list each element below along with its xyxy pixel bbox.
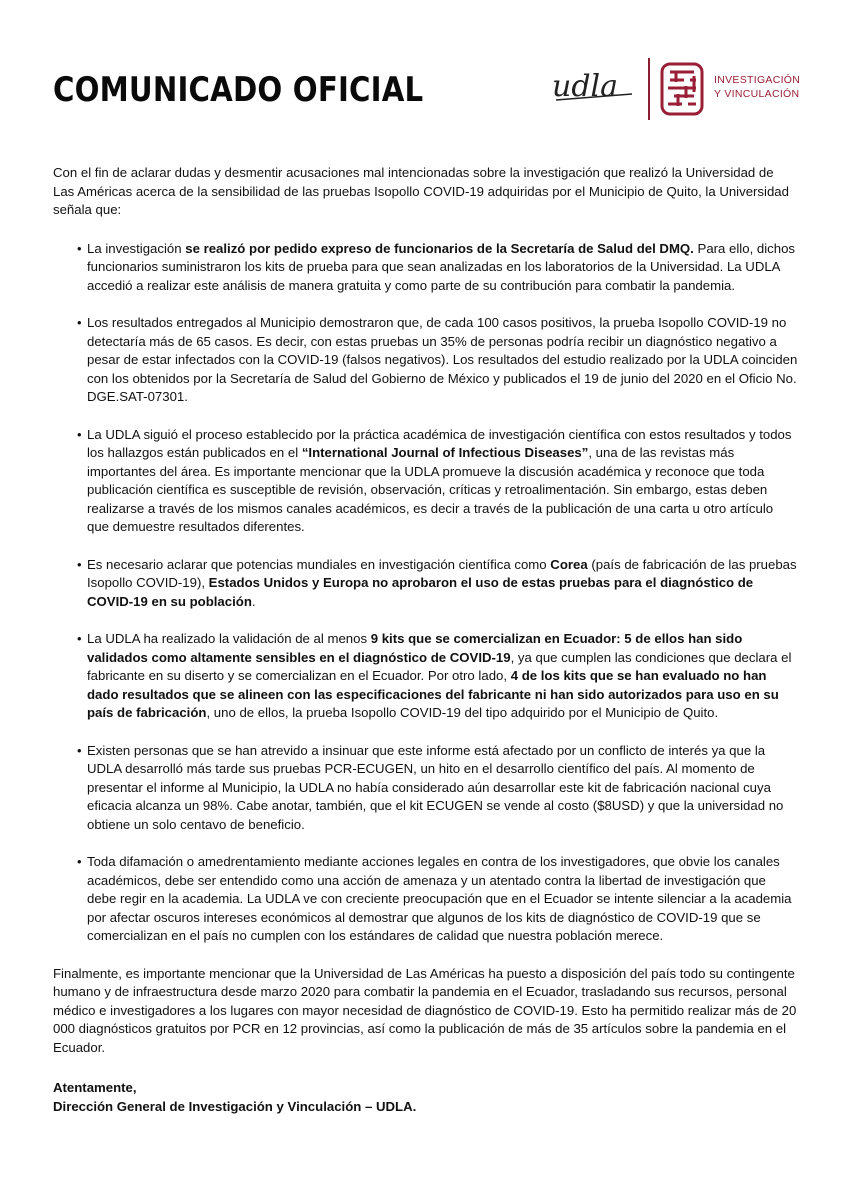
statement-body [53, 164, 798, 1116]
bullet-item: • La UDLA ha realizado la validación de al menos 9 kits que se comercializan en Ecuador: 5 de ellos han sido validados como altamente sensibles en el diagnóstico de COVID-19, ya que cumplen las condiciones que declara el fabricante en su diserto y se comercializan en el Ecuador. Por otro lado, 4 de los kits que se han evaluado no han dado resultados que se alineen con las especificaciones del fabricante ni han sido autorizados para uso en su país de fabricación, uno de ellos, la prueba Isopollo COVID-19 del tipo adquirido por el Municipio de Quito. [53, 630, 798, 723]
investigacion-emblem-icon [656, 58, 708, 120]
unit-line-2: Y VINCULACIÓN [714, 88, 800, 100]
bullet-item: • Toda difamación o amedrentamiento mediante acciones legales en contra de los investigadores, que obvie los canales académicos, debe ser entendido como una acción de amenaza y un atentado contra la libertad de investigación que debe regir en la academia. La UDLA ve con creciente preocupación que en el Ecuador se intente silenciar a la academia por afectar oscuros intereses económicos al demostrar que algunos de los kits de diagnóstico de COVID-19 que se comercializan en el país no cumplen con los estándares de calidad que nuestra población merece. [53, 853, 798, 946]
bullet-list [53, 240, 798, 946]
signature-signatory: Dirección General de Investigación y Vinculación – UDLA. [53, 1098, 417, 1114]
unit-name [714, 73, 800, 101]
bullet-item: • Existen personas que se han atrevido a insinuar que este informe está afectado por un conflicto de interés ya que la UDLA desarrolló más tarde sus pruebas PCR-ECUGEN, un hito en el desarrollo científico del país. Al momento de presentar el informe al Municipio, la UDLA no había considerado aún desarrollar este kit de fabricación nacional cuya eficacia alcanza un 98%. Cabe anotar, también, que el kit ECUGEN se vende al costo ($8USD) y que la universidad no obtiene un solo centavo de beneficio. [53, 742, 798, 835]
page-title: COMUNICADO OFICIAL [53, 70, 424, 110]
intro-paragraph: Con el fin de aclarar dudas y desmentir acusaciones mal intencionadas sobre la investigación que realizó la Universidad de Las Américas acerca de la sensibilidad de las pruebas Isopollo COVID-19 adquiridas por el Municipio de Quito, la Universidad señala que: [53, 165, 789, 217]
bullet-item: • Es necesario aclarar que potencias mundiales en investigación científica como Corea (país de fabricación de las pruebas Isopollo COVID-19), Estados Unidos y Europa no aprobaron el uso de estas pruebas para el diagnóstico de COVID-19 en su población. [53, 556, 798, 612]
closing-paragraph: Finalmente, es importante mencionar que la Universidad de Las Américas ha puesto a disposición del país todo su contingente humano y de infraestructura desde marzo 2020 para combatir la pandemia en el Ecuador, trasladando sus recursos, personal médico e investigadores a los lugares con mayor necesidad de diagnóstico de COVID-19. Esto ha permitido realizar más de 20 000 diagnósticos gratuitos por PCR en 12 provincias, así como la publicación de más de 35 artículos sobre la pandemia en el Ecuador. [53, 965, 797, 1055]
udla-wordmark: udla [552, 69, 619, 104]
bullet-item: • Los resultados entregados al Municipio demostraron que, de cada 100 casos positivos, la prueba Isopollo COVID-19 no detectaría más de 65 casos. Es decir, con estas pruebas un 35% de personas podría recibir un diagnóstico negativo a pesar de estar infectados con la COVID-19 (falsos negativos). Los resultados del estudio realizado por la UDLA coinciden con los obtenidos por la Secretaría de Salud del Gobierno de México y publicados el 19 de junio del 2020 en el Oficio No. DGE.SAT-07301. [53, 314, 798, 407]
logo-divider [648, 58, 650, 120]
udla-logo [548, 64, 638, 108]
bullet-item: • La UDLA siguió el proceso establecido por la práctica académica de investigación científica con estos resultados y todos los hallazgos están publicados en el “International Journal of Infectious Diseases”, una de las revistas más importantes del área. Es importante mencionar que la UDLA promueve la discusión académica y reconoce que toda publicación científica es susceptible de revisión, observación, críticas y retroalimentación. Sin embargo, estas deben realizarse a través de los mismos canales académicos, es decir a través de la publicación de una carta u otro artículo que demuestre resultados diferentes. [53, 426, 798, 537]
bullet-item: • La investigación se realizó por pedido expreso de funcionarios de la Secretaría de Salud del DMQ. Para ello, dichos funcionarios suministraron los kits de prueba para que sean analizadas en los laboratorios de la Universidad. La UDLA accedió a realizar este análisis de manera gratuita y como parte de su contribución para combatir la pandemia. [53, 240, 798, 296]
unit-line-1: INVESTIGACIÓN [714, 74, 801, 86]
signature-greeting: Atentamente, [53, 1080, 137, 1095]
